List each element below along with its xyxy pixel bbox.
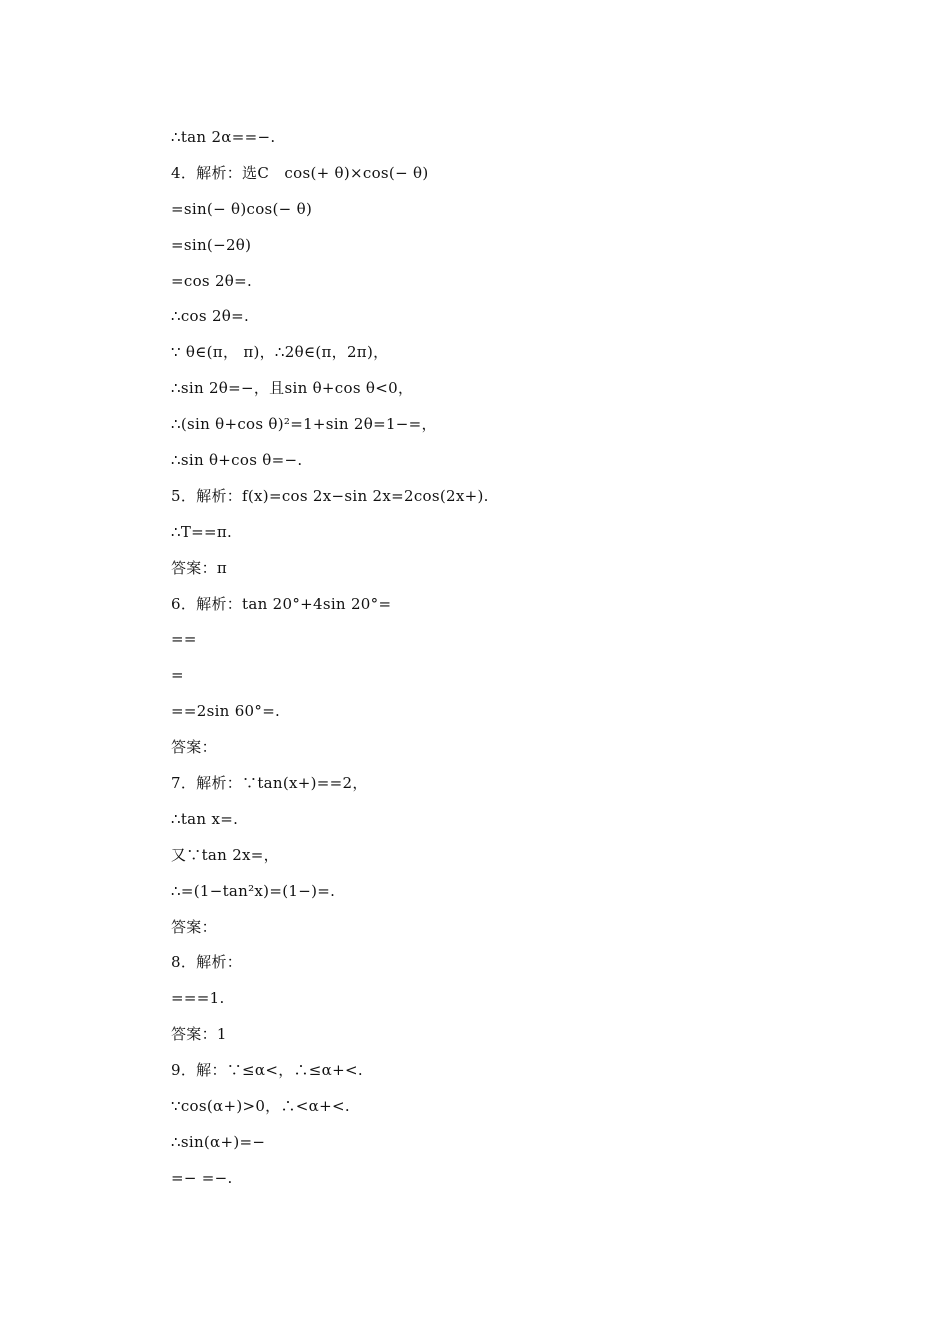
text-line: ===1. [171,989,225,1008]
text-line: =− =−. [171,1168,233,1187]
text-line: ∴sin(α+)=− [171,1132,266,1151]
text-line: =sin(−2θ) [171,235,252,254]
text-line: 答案： [171,738,217,757]
text-line: 6．解析：tan 20°+4sin 20°= [171,594,392,613]
text-line: ∴tan x=. [171,809,239,828]
text-line: 答案： [171,917,217,936]
text-line: ∴sin θ+cos θ=−. [171,451,303,470]
text-line: 8．解析： [171,953,243,972]
text-line: ∵ θ∈(π， π)，∴2θ∈(π，2π)， [171,343,389,362]
text-line: =sin(− θ)cos(− θ) [171,199,313,218]
document-body [171,123,871,1200]
text-line: ==2sin 60°=. [171,702,281,721]
text-line: 5．解析：f(x)=cos 2x−sin 2x=2cos(2x+). [171,486,489,505]
text-line: ∴sin 2θ=−，且sin θ+cos θ<0， [171,379,414,398]
text-line: ∴cos 2θ=. [171,307,250,326]
text-line: == [171,630,197,649]
text-line: 4．解析：选C cos(+ θ)×cos(− θ) [171,163,429,182]
text-line: 答案：1 [171,1025,227,1044]
text-line: ∴(sin θ+cos θ)²=1+sin 2θ=1−=， [171,415,437,434]
text-line: ∵cos(α+)>0，∴<α+<. [171,1097,350,1116]
text-line: 又∵tan 2x=， [171,845,279,864]
text-line: ∴=(1−tan²x)=(1−)=. [171,881,336,900]
text-line: = [171,666,184,685]
text-line: 答案：π [171,558,228,577]
text-line: ∴T==π. [171,522,233,541]
text-line: 7．解析：∵tan(x+)==2， [171,774,368,793]
text-line: 9．解：∵≤α<，∴≤α+<. [171,1061,363,1080]
text-line: =cos 2θ=. [171,271,253,290]
text-line: ∴tan 2α==−. [171,128,276,146]
